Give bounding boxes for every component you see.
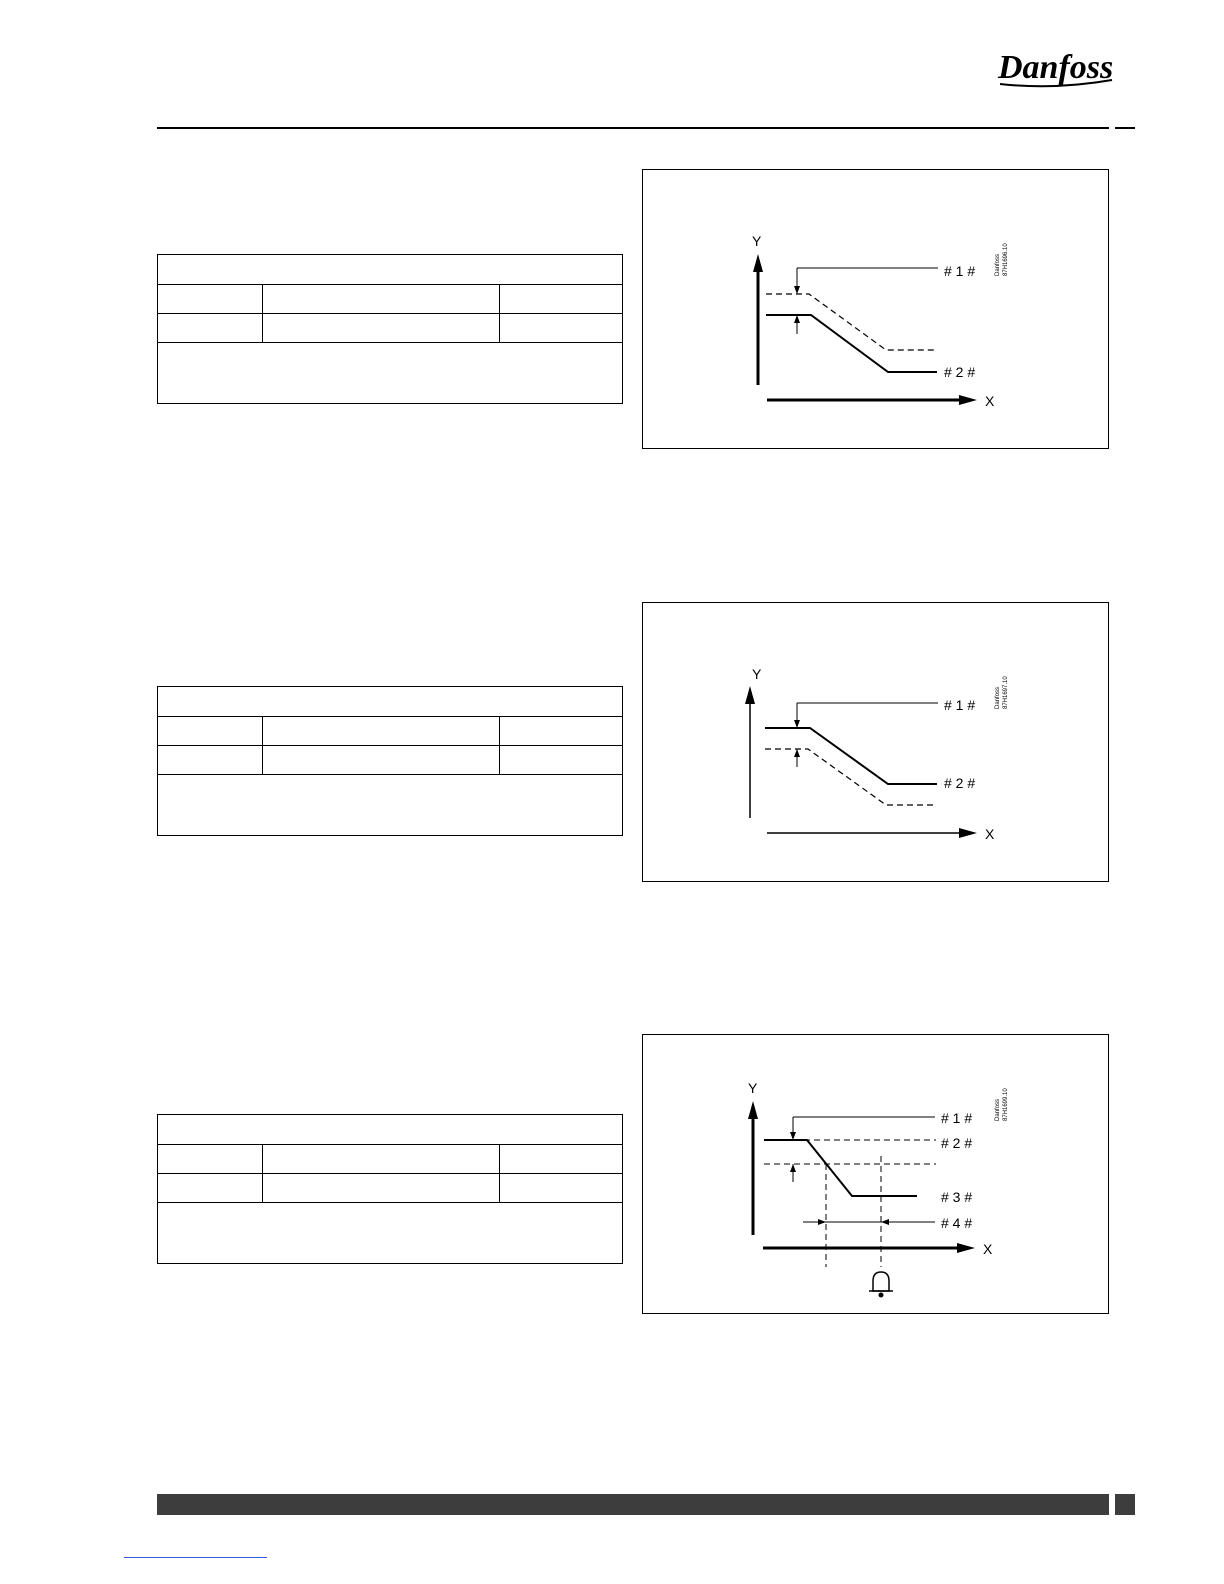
table-row — [158, 745, 622, 775]
ref-label-1: # 1 # — [941, 1110, 973, 1126]
svg-text:Danfoss: Danfoss — [995, 686, 1001, 709]
ref-label-4: # 4 # — [941, 1215, 973, 1231]
header-tab — [1115, 127, 1135, 129]
ref-label-2: # 2 # — [941, 1135, 973, 1151]
y-axis-label: Y — [752, 666, 762, 682]
danfoss-logo — [994, 40, 1118, 94]
bottom-link-underline[interactable] — [124, 1557, 267, 1558]
table-row — [158, 255, 622, 285]
diagram-1 — [642, 169, 1109, 449]
parameter-table-2 — [157, 686, 623, 836]
bell-icon — [869, 1272, 893, 1298]
x-axis-label: X — [985, 826, 995, 842]
footer-bar — [157, 1494, 1109, 1515]
drawing-stamp — [995, 243, 1009, 276]
drawing-stamp — [995, 676, 1009, 709]
x-axis-label: X — [985, 393, 995, 409]
y-axis-label: Y — [752, 233, 762, 249]
table-row — [158, 1115, 622, 1145]
table-row — [158, 313, 622, 343]
svg-text:87H1696.10: 87H1696.10 — [1003, 243, 1009, 276]
table-row — [158, 687, 622, 717]
y-axis-label: Y — [748, 1080, 758, 1096]
logo-text: Danfoss — [998, 49, 1114, 86]
ref-label-3: # 3 # — [941, 1189, 973, 1205]
svg-text:Danfoss: Danfoss — [995, 253, 1001, 276]
table-row — [158, 1144, 622, 1174]
diagram-3 — [642, 1034, 1109, 1314]
diagram-2 — [642, 602, 1109, 882]
table-row — [158, 1173, 622, 1203]
ref-label-1: # 1 # — [944, 697, 976, 713]
table-row — [158, 284, 622, 314]
svg-text:Danfoss: Danfoss — [995, 1098, 1001, 1121]
x-axis-label: X — [983, 1241, 993, 1257]
svg-text:87H1697.10: 87H1697.10 — [1003, 676, 1009, 709]
svg-text:87H1699.10: 87H1699.10 — [1003, 1088, 1009, 1121]
header-rule — [157, 127, 1109, 129]
parameter-table-3 — [157, 1114, 623, 1264]
parameter-table-1 — [157, 254, 623, 404]
table-row — [158, 716, 622, 746]
ref-label-2: # 2 # — [944, 364, 976, 380]
ref-label-2: # 2 # — [944, 775, 976, 791]
drawing-stamp — [995, 1088, 1009, 1121]
ref-label-1: # 1 # — [944, 263, 976, 279]
footer-page-tab — [1115, 1494, 1135, 1515]
